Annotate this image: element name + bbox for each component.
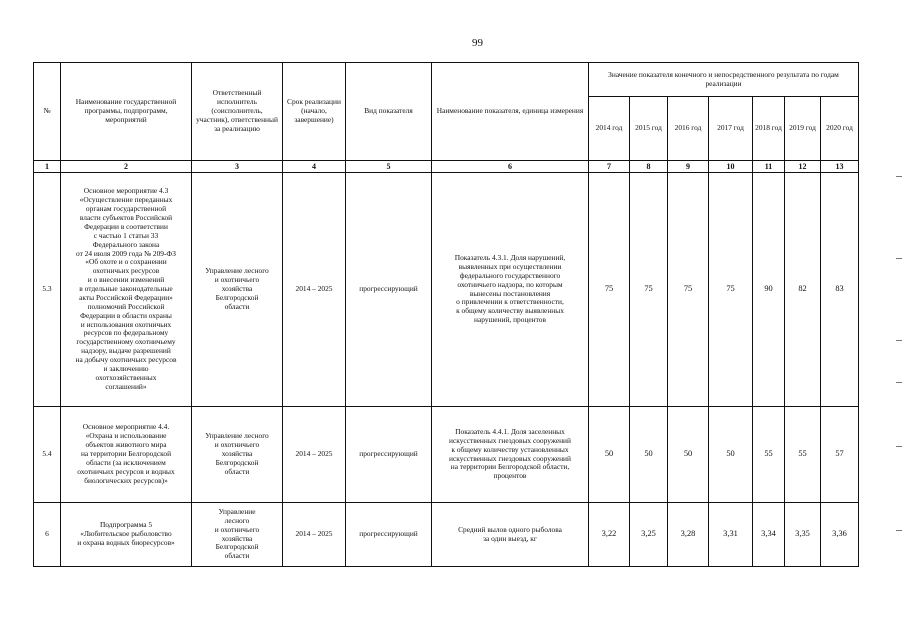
implementation-term: 2014 – 2025 bbox=[283, 173, 346, 407]
indicator-name: Показатель 4.4.1. Доля заселенных искусственных гнездовых сооружений к общему количеству установленных искусственных гнездовых сооружений на территории Белгородской области, процентов bbox=[432, 407, 589, 503]
year-value: 75 bbox=[668, 173, 709, 407]
year-value: 82 bbox=[785, 173, 821, 407]
scan-edge-mark bbox=[896, 176, 902, 177]
column-number: 2 bbox=[61, 161, 192, 173]
header-name: Наименование государственной программы, подпрограмм, мероприятий bbox=[61, 63, 192, 161]
header-indicator: Наименование показателя, единица измерения bbox=[432, 63, 589, 161]
responsible-executor: Управление лесного и охотничьего хозяйства Белгородской области bbox=[192, 503, 283, 567]
indicator-type: прогрессирующий bbox=[346, 407, 432, 503]
year-value: 50 bbox=[668, 407, 709, 503]
year-value: 55 bbox=[785, 407, 821, 503]
scan-edge-mark bbox=[896, 446, 902, 447]
row-number: 5.3 bbox=[34, 173, 61, 407]
year-value: 57 bbox=[821, 407, 859, 503]
year-value: 75 bbox=[589, 173, 630, 407]
year-value: 3,35 bbox=[785, 503, 821, 567]
header-responsible: Ответственный исполнитель (соисполнитель, участник), ответственный за реализацию bbox=[192, 63, 283, 161]
year-value: 50 bbox=[589, 407, 630, 503]
year-value: 75 bbox=[709, 173, 753, 407]
responsible-executor: Управление лесного и охотничьего хозяйства Белгородской области bbox=[192, 173, 283, 407]
measure-name: Основное мероприятие 4.3 «Осуществление переданных органам государственной власти субъектов Российской Федерации в соответствии с частью 1 статьи 33 Федерального закона от 24 июля 2009 года № 209-ФЗ «Об охоте и о сохранении охотничьих ресурсов и о внесении изменений в отдельные законодательные акты Российской Федерации» полномочий Российской Федерации в области охраны и использования охотничьих ресурсов по федеральному государственному охотничьему надзору, выдаче разрешений на добычу охотничьих ресурсов и заключению охотхозяйственных соглашений» bbox=[61, 173, 192, 407]
year-value: 55 bbox=[753, 407, 785, 503]
measure-name: Подпрограмма 5 «Любительское рыболовство и охрана водных биоресурсов» bbox=[61, 503, 192, 567]
header-term: Срок реализации (начало, завершение) bbox=[283, 63, 346, 161]
year-value: 90 bbox=[753, 173, 785, 407]
header-year: 2016 год bbox=[668, 97, 709, 161]
year-value: 50 bbox=[709, 407, 753, 503]
column-number: 8 bbox=[630, 161, 668, 173]
column-number: 5 bbox=[346, 161, 432, 173]
column-number: 12 bbox=[785, 161, 821, 173]
year-value: 3,22 bbox=[589, 503, 630, 567]
year-value: 3,25 bbox=[630, 503, 668, 567]
column-number: 7 bbox=[589, 161, 630, 173]
indicator-name: Показатель 4.3.1. Доля нарушений, выявленных при осуществлении федерального государственного охотничьего надзора, по которым вынесены постановления о привлечении к ответственности, к общему количеству выявленных нарушений, процентов bbox=[432, 173, 589, 407]
header-year: 2019 год bbox=[785, 97, 821, 161]
header-type: Вид показателя bbox=[346, 63, 432, 161]
header-year: 2020 год bbox=[821, 97, 859, 161]
year-value: 50 bbox=[630, 407, 668, 503]
implementation-term: 2014 – 2025 bbox=[283, 407, 346, 503]
column-number: 1 bbox=[34, 161, 61, 173]
year-value: 3,31 bbox=[709, 503, 753, 567]
column-number: 4 bbox=[283, 161, 346, 173]
measure-name: Основное мероприятие 4.4. «Охрана и использование объектов животного мира на территории Белгородской области (за исключением охотничьих ресурсов и водных биологических ресурсов)» bbox=[61, 407, 192, 503]
year-value: 3,28 bbox=[668, 503, 709, 567]
column-number: 13 bbox=[821, 161, 859, 173]
year-value: 3,34 bbox=[753, 503, 785, 567]
column-number: 3 bbox=[192, 161, 283, 173]
page-number: 99 bbox=[472, 37, 483, 49]
year-value: 83 bbox=[821, 173, 859, 407]
header-year: 2017 год bbox=[709, 97, 753, 161]
scan-edge-mark bbox=[896, 258, 902, 259]
header-no: № bbox=[34, 63, 61, 161]
header-years-group: Значение показателя конечного и непосредственного результата по годам реализации bbox=[589, 63, 859, 97]
table-row bbox=[34, 407, 859, 503]
header-row-1 bbox=[34, 63, 859, 97]
indicator-type: прогрессирующий bbox=[346, 173, 432, 407]
responsible-executor: Управление лесного и охотничьего хозяйства Белгородской области bbox=[192, 407, 283, 503]
column-number: 9 bbox=[668, 161, 709, 173]
column-number-row bbox=[34, 161, 859, 173]
scan-edge-mark bbox=[896, 530, 902, 531]
year-value: 3,36 bbox=[821, 503, 859, 567]
indicator-table bbox=[33, 62, 859, 567]
column-number: 6 bbox=[432, 161, 589, 173]
scan-edge-mark bbox=[896, 382, 902, 383]
header-year: 2015 год bbox=[630, 97, 668, 161]
row-number: 6 bbox=[34, 503, 61, 567]
header-year: 2014 год bbox=[589, 97, 630, 161]
implementation-term: 2014 – 2025 bbox=[283, 503, 346, 567]
row-number: 5.4 bbox=[34, 407, 61, 503]
indicator-type: прогрессирующий bbox=[346, 503, 432, 567]
table-row bbox=[34, 503, 859, 567]
table-row bbox=[34, 173, 859, 407]
indicator-name: Средний вылов одного рыболова за один выезд, кг bbox=[432, 503, 589, 567]
scan-edge-mark bbox=[896, 340, 902, 341]
column-number: 11 bbox=[753, 161, 785, 173]
year-value: 75 bbox=[630, 173, 668, 407]
header-year: 2018 год bbox=[753, 97, 785, 161]
column-number: 10 bbox=[709, 161, 753, 173]
